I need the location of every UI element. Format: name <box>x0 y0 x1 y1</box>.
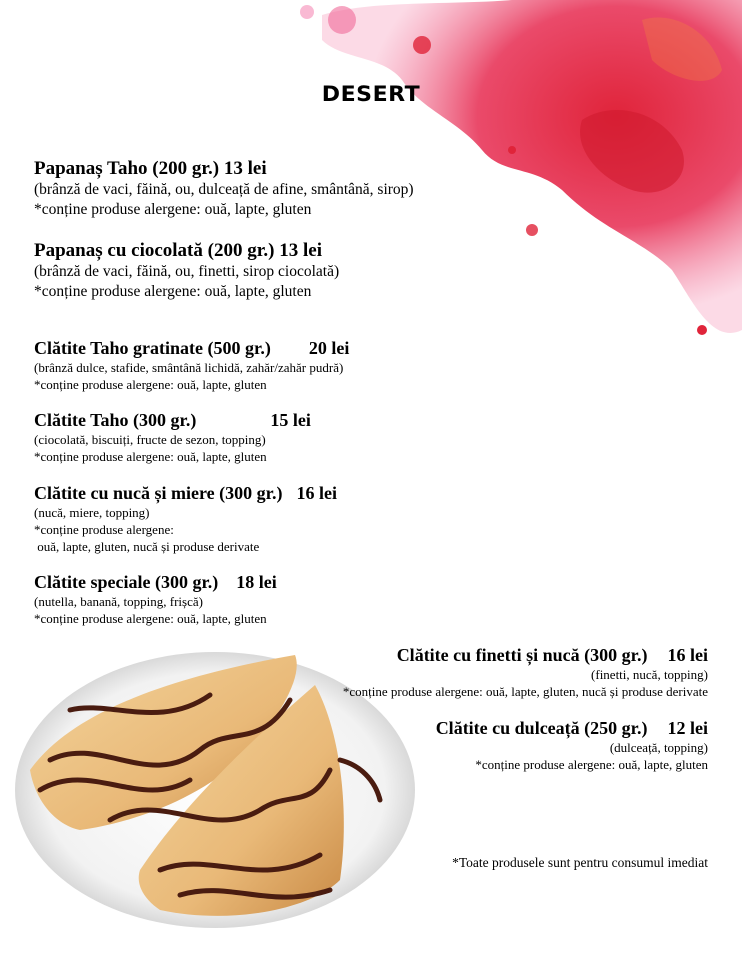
item-name: Clătite cu nucă și miere (300 gr.) <box>34 483 283 503</box>
item-allergens: *conține produse alergene: ouă, lapte, gluten <box>34 377 267 392</box>
item-allergens: *conține produse alergene: ouă, lapte, gluten <box>34 201 312 218</box>
item-description: (brânză de vaci, făină, ou, finetti, sirop ciocolată) <box>34 263 340 280</box>
item-price: 13 lei <box>279 240 322 261</box>
item-price: 12 lei <box>667 718 708 738</box>
item-description: (brânză dulce, stafide, smântână lichidă, zahăr/zahăr pudră) <box>34 360 344 375</box>
item-name: Clătite speciale (300 gr.) <box>34 572 219 592</box>
menu-item <box>343 645 708 700</box>
menu-item <box>34 338 349 393</box>
item-description: (dulceață, topping) <box>609 740 708 755</box>
item-allergens: *conține produse alergene: ouă, lapte, gluten <box>34 283 312 300</box>
item-price: 20 lei <box>308 338 350 358</box>
page-title: DESERT <box>321 82 421 106</box>
item-description: (ciocolată, biscuiți, fructe de sezon, topping) <box>34 432 266 447</box>
menu-item <box>436 718 708 773</box>
item-price: 13 lei <box>223 158 267 179</box>
item-description: (finetti, nucă, topping) <box>591 667 708 682</box>
item-price: 16 lei <box>296 483 337 503</box>
item-price: 15 lei <box>270 410 311 430</box>
item-name: Clătite cu finetti și nucă (300 gr.) <box>396 645 648 665</box>
item-name: Papanaș cu ciocolată (200 gr.) <box>34 240 275 261</box>
item-name: Clătite Taho (300 gr.) <box>34 410 197 430</box>
item-name: Papanaș Taho (200 gr.) <box>34 158 220 179</box>
item-allergens: *conține produse alergene: ouă, lapte, gluten <box>475 757 708 772</box>
item-description: (nucă, miere, topping) <box>34 505 150 520</box>
item-allergens: *conține produse alergene: ouă, lapte, gluten <box>34 611 267 626</box>
item-name: Clătite cu dulceață (250 gr.) <box>435 718 648 738</box>
item-description: (brânză de vaci, făină, ou, dulceață de afine, smântână, sirop) <box>34 181 414 198</box>
item-allergens: ouă, lapte, gluten, nucă și produse derivate <box>34 539 260 554</box>
menu-item <box>34 572 277 627</box>
item-description: (nutella, banană, topping, frișcă) <box>34 594 203 609</box>
item-price: 18 lei <box>236 572 277 592</box>
item-allergens: *conține produse alergene: ouă, lapte, gluten, nucă și produse derivate <box>342 684 708 699</box>
footer-note: *Toate produsele sunt pentru consumul imediat <box>452 855 708 870</box>
menu-item <box>34 410 311 465</box>
menu-item <box>34 240 339 302</box>
item-name: Clătite Taho gratinate (500 gr.) <box>34 338 271 358</box>
item-price: 16 lei <box>667 645 708 665</box>
menu-item <box>34 483 337 555</box>
item-allergens: *conține produse alergene: ouă, lapte, gluten <box>34 449 267 464</box>
item-allergens: *conține produse alergene: <box>34 522 174 537</box>
menu-item <box>34 158 414 220</box>
